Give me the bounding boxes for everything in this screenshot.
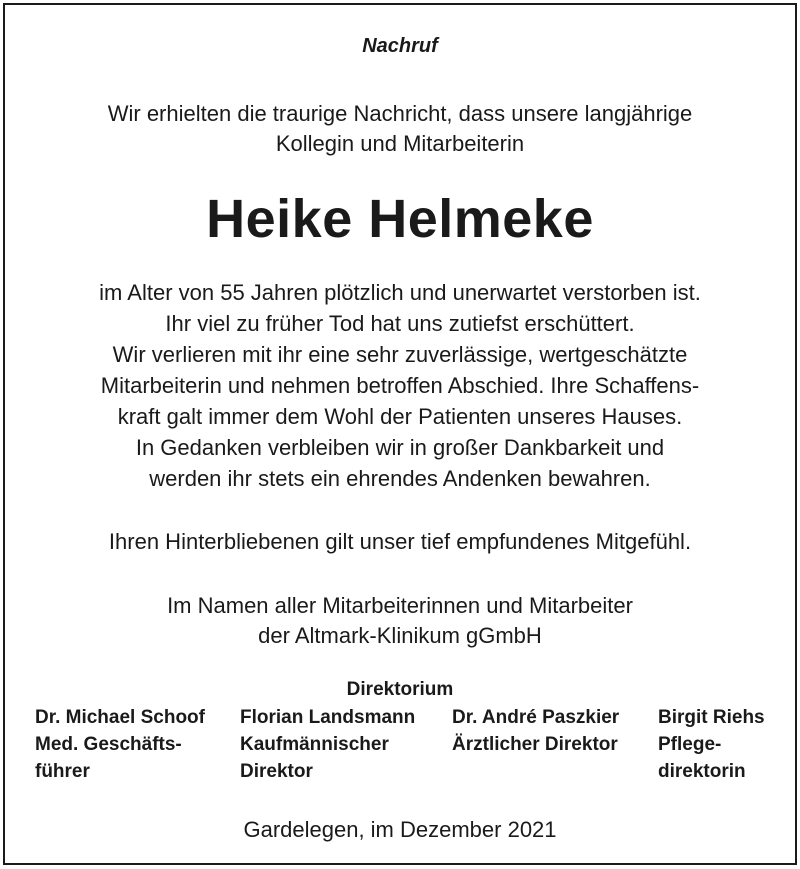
condolence-text: Ihren Hinterbliebenen gilt unser tief empfundenes Mitgefühl. bbox=[108, 529, 692, 554]
member-florian-landsmann bbox=[240, 704, 415, 785]
member-role: Pflege- bbox=[658, 734, 722, 755]
signature-block bbox=[5, 591, 795, 651]
member-name: Dr. Michael Schoof bbox=[35, 707, 205, 728]
member-name: Florian Landsmann bbox=[240, 707, 416, 728]
intro-line: Kollegin und Mitarbeiterin bbox=[275, 131, 525, 156]
directorate-title: Direktorium bbox=[346, 679, 454, 700]
member-role: Ärztlicher Direktor bbox=[452, 734, 618, 755]
member-role: führer bbox=[35, 761, 90, 782]
member-role: direktorin bbox=[658, 761, 746, 782]
obituary-notice bbox=[3, 3, 797, 865]
intro-line: Wir erhielten die traurige Nachricht, dass unsere langjährige bbox=[107, 101, 693, 126]
member-birgit-riehs bbox=[658, 704, 765, 785]
intro-text bbox=[5, 99, 795, 159]
body-line: werden ihr stets ein ehrendes Andenken bewahren. bbox=[149, 466, 651, 491]
member-role: Kaufmännischer bbox=[240, 734, 389, 755]
signature-line: Im Namen aller Mitarbeiterinnen und Mitarbeiter bbox=[167, 593, 633, 618]
body-line: Ihr viel zu früher Tod hat uns zutiefst erschüttert. bbox=[165, 311, 635, 336]
body-line: In Gedanken verbleiben wir in großer Dankbarkeit und bbox=[135, 435, 665, 460]
member-role: Direktor bbox=[240, 761, 313, 782]
body-line: Mitarbeiterin und nehmen betroffen Abschied. Ihre Schaffens- bbox=[100, 373, 700, 398]
signature-line: der Altmark-Klinikum gGmbH bbox=[258, 623, 542, 648]
member-name: Birgit Riehs bbox=[658, 707, 765, 728]
body-text bbox=[25, 277, 775, 494]
member-andre-paszkier bbox=[452, 704, 619, 758]
body-line: kraft galt immer dem Wohl der Patienten unseres Hauses. bbox=[117, 404, 683, 429]
directorate-members bbox=[5, 704, 795, 794]
member-name: Dr. André Paszkier bbox=[452, 707, 620, 728]
body-line: Wir verlieren mit ihr eine sehr zuverlässige, wertgeschätzte bbox=[112, 342, 688, 367]
deceased-name: Heike Helmeke bbox=[206, 189, 594, 249]
place-date: Gardelegen, im Dezember 2021 bbox=[243, 817, 557, 842]
notice-heading: Nachruf bbox=[362, 35, 438, 57]
member-michael-schoof bbox=[35, 704, 205, 785]
member-role: Med. Geschäfts- bbox=[35, 734, 182, 755]
body-line: im Alter von 55 Jahren plötzlich und unerwartet verstorben ist. bbox=[99, 280, 701, 305]
